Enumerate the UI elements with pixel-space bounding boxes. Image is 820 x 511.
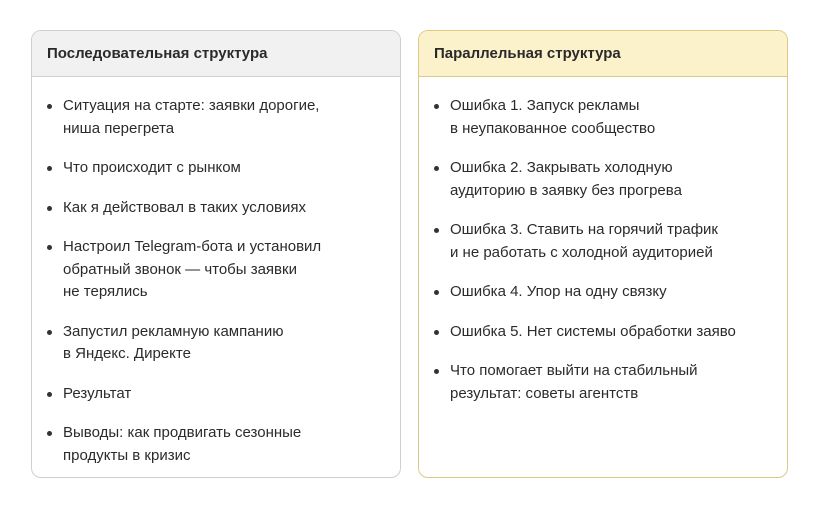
list-item: Что помогает выйти на стабильный результат: советы агентств xyxy=(433,360,771,405)
card-title: Параллельная структура xyxy=(419,31,787,77)
parallel-structure-card xyxy=(418,30,788,478)
list-item: Что происходит с рынком xyxy=(46,157,384,180)
list-item: Как я действовал в таких условиях xyxy=(46,197,384,220)
list-item: Ошибка 1. Запуск рекламы в неупакованное сообщество xyxy=(433,95,771,140)
list-item: Ошибка 4. Упор на одну связку xyxy=(433,281,771,304)
list-item: Запустил рекламную кампанию в Яндекс. Директе xyxy=(46,321,384,366)
list-item: Выводы: как продвигать сезонные продукты в кризис xyxy=(46,422,384,467)
card-title: Последовательная структура xyxy=(32,31,400,77)
list-item: Ошибка 3. Ставить на горячий трафик и не работать с холодной аудиторией xyxy=(433,219,771,264)
parallel-list xyxy=(419,77,787,405)
list-item: Ошибка 2. Закрывать холодную аудиторию в заявку без прогрева xyxy=(433,157,771,202)
list-item: Ситуация на старте: заявки дорогие, ниша перегрета xyxy=(46,95,384,140)
sequential-list xyxy=(32,77,400,467)
list-item: Результат xyxy=(46,383,384,406)
list-item: Ошибка 5. Нет системы обработки заяво xyxy=(433,321,771,344)
sequential-structure-card xyxy=(31,30,401,478)
list-item: Настроил Telegram-бота и установил обратный звонок — чтобы заявки не терялись xyxy=(46,236,384,304)
